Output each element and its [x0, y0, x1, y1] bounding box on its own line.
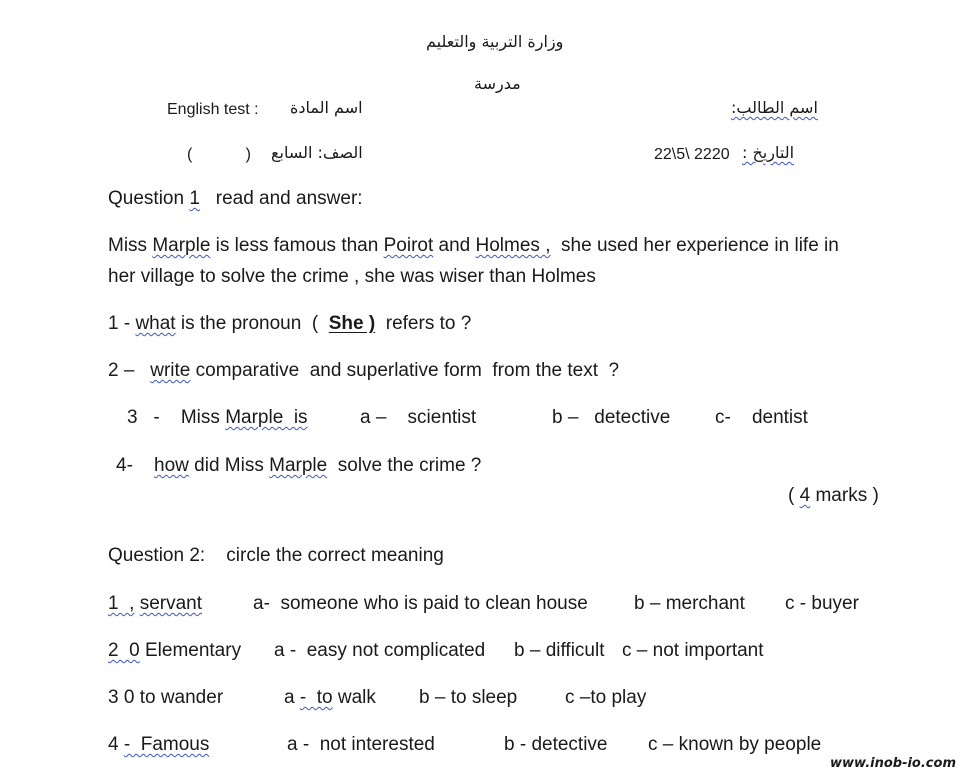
item-word: how	[154, 455, 189, 476]
q1-title-text: Question	[108, 188, 190, 209]
q2-row-1-term	[108, 592, 202, 616]
item-number: 2 –	[108, 360, 151, 381]
q2-row-2-term	[108, 639, 241, 663]
q1-title-number: 1	[189, 188, 200, 209]
passage-word: she used her experience in life in	[550, 235, 839, 256]
marks-text: marks )	[810, 485, 879, 506]
q2-row-4-option-b: b - detective	[504, 734, 608, 755]
item-word: what	[135, 313, 176, 334]
option-text: walk	[332, 687, 376, 708]
row-word: Elementary	[139, 640, 242, 661]
pronoun-she: She )	[328, 313, 376, 334]
q1-item-2	[108, 359, 619, 383]
passage-line-1	[108, 234, 839, 258]
q2-row-3-term	[108, 686, 223, 710]
q2-row-3-option-c: c –to play	[565, 687, 647, 708]
item-word: write	[150, 360, 191, 381]
passage-word: Holmes ,	[475, 235, 551, 256]
q2-row-4-term	[108, 733, 209, 757]
option-text: - to	[299, 687, 333, 708]
q2-row-4-option-a: a - not interested	[287, 734, 435, 755]
option-text: a	[284, 687, 300, 708]
watermark: www.inob-io.com	[830, 756, 956, 771]
marks-open: (	[788, 485, 800, 506]
item-word: Marple is	[225, 407, 308, 428]
q2-row-1-option-c: c - buyer	[785, 593, 859, 614]
class-label: الصف: السابع	[271, 143, 363, 162]
q2-row-1-option-b: b – merchant	[634, 593, 745, 614]
row-word: servant	[139, 593, 202, 614]
question-1-title	[108, 187, 363, 211]
question-2-title: Question 2: circle the correct meaning	[108, 545, 444, 566]
passage-line-2: her village to solve the crime , she was wiser than Holmes	[108, 266, 596, 287]
item-text: solve the crime ?	[327, 455, 482, 476]
subject-value: English test	[167, 101, 250, 118]
item-text: did Miss	[188, 455, 270, 476]
q1-item-1	[108, 312, 471, 336]
q1-item-4	[116, 454, 481, 478]
subject-separator: :	[249, 101, 259, 118]
q1-item-3-option-b: b – detective	[552, 407, 671, 428]
q2-row-1-option-a: a- someone who is paid to clean house	[253, 593, 588, 614]
passage-word: is less famous than	[210, 235, 384, 256]
row-word: to wander	[134, 687, 224, 708]
item-number: 4-	[116, 455, 155, 476]
ministry-title: وزارة التربية والتعليم	[426, 32, 564, 51]
subject-label: اسم المادة	[290, 98, 363, 117]
school-label: مدرسة	[474, 74, 521, 93]
q2-row-2-option-a: a - easy not complicated	[274, 640, 486, 661]
q1-item-3	[127, 406, 308, 430]
student-name-label: اسم الطالب:	[731, 98, 818, 117]
row-number: 1 ,	[108, 593, 135, 614]
passage-word: and	[433, 235, 476, 256]
item-number: 3 - Miss	[127, 407, 226, 428]
date-value: 22\5\ 2220	[654, 146, 730, 163]
q2-row-4-option-c: c – known by people	[648, 734, 822, 755]
item-text: comparative and superlative form from the text ?	[190, 360, 620, 381]
marks-number: 4	[799, 485, 811, 506]
date-label: التاريخ :	[742, 143, 795, 162]
q2-row-2-option-c: c – not important	[622, 640, 764, 661]
item-number: 1 -	[108, 313, 136, 334]
q1-item-3-option-a: a – scientist	[360, 407, 477, 428]
row-word: - Famous	[123, 734, 210, 755]
item-text: is the pronoun (	[175, 313, 329, 334]
subject-field	[167, 99, 259, 121]
row-number: 3 0	[108, 687, 135, 708]
row-number: 4	[108, 734, 124, 755]
q2-row-2-option-b: b – difficult	[514, 640, 605, 661]
q2-row-3-option-b: b – to sleep	[419, 687, 518, 708]
q1-title-instruction: read and answer:	[199, 188, 363, 209]
class-value: ( )	[187, 146, 251, 163]
row-number: 2 0	[108, 640, 140, 661]
q2-row-3-option-a	[284, 686, 376, 710]
q1-item-3-option-c: c- dentist	[715, 407, 808, 428]
item-word: Marple	[269, 455, 328, 476]
passage-word: Marple	[152, 235, 211, 256]
q1-marks	[788, 484, 879, 508]
item-text: refers to ?	[375, 313, 472, 334]
passage-word: Poirot	[383, 235, 434, 256]
passage-word: Miss	[108, 235, 153, 256]
